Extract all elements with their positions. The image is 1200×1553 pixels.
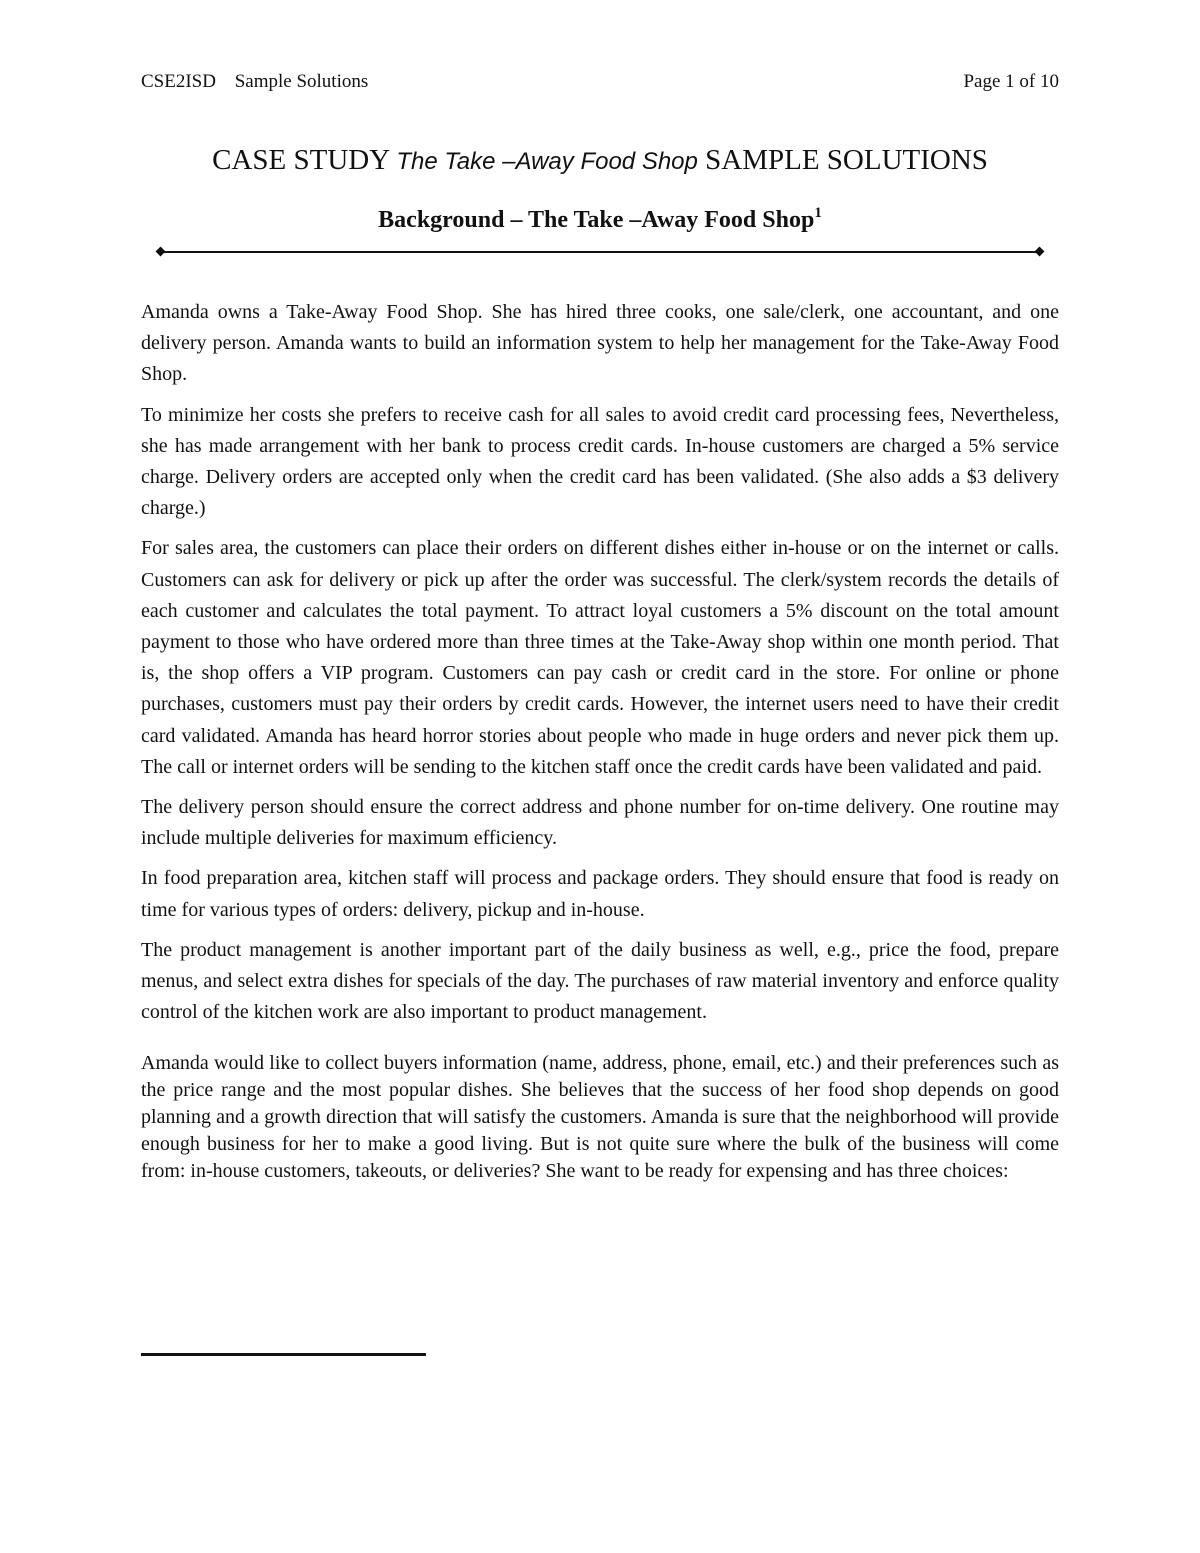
doc-label: Sample Solutions — [234, 71, 369, 92]
footnote-separator — [141, 1353, 426, 1356]
paragraph: Amanda owns a Take-Away Food Shop. She has hired three cooks, one sale/clerk, one accountant, and one delivery person. Amanda wants to build an information system to help her management for the Take-Away Food Shop. — [141, 301, 1059, 386]
footnote-reference: 1 — [814, 205, 822, 221]
document-title — [60, 142, 1140, 180]
title-prefix: CASE STUDY — [212, 144, 397, 176]
title-suffix: SAMPLE SOLUTIONS — [697, 144, 988, 176]
body-text — [141, 297, 1059, 1194]
page-header — [141, 70, 1059, 94]
heading-divider — [160, 251, 1040, 253]
paragraph: For sales area, the customers can place their orders on different dishes either in-house or on the internet or calls. Customers can ask for delivery or pick up after the order was successful. The clerk/system records the details of each customer and calculates the total payment. To attract loyal customers a 5% discount on the total amount payment to those who have ordered more than three times at the Take-Away shop within one month period. That is, the shop offers a VIP program. Customers can pay cash or credit card in the store. For online or phone purchases, customers must pay their orders by credit cards. However, the internet users need to have their credit card validated. Amanda has heard horror stories about people who made in huge orders and never pick them up. The call or internet orders will be sending to the kitchen staff once the credit cards have been validated and paid. — [141, 537, 1059, 778]
page-number: Page 1 of 10 — [963, 71, 1059, 92]
section-heading-text: Background – The Take –Away Food Shop — [378, 207, 815, 233]
paragraph: Amanda would like to collect buyers information (name, address, phone, email, etc.) and their preferences such as the price range and the most popular dishes. She believes that the success of her food shop depends on good planning and a growth direction that will satisfy the customers. Amanda is sure that the neighborhood will provide enough business for her to make a good living. But is not quite sure where the bulk of the business will come from: in-house customers, takeouts, or deliveries? She want to be ready for expensing and has three choices: — [141, 1052, 1059, 1183]
divider-diamond-right — [1035, 247, 1045, 257]
paragraph: The product management is another important part of the daily business as well, e.g., price the food, prepare menus, and select extra dishes for specials of the day. The purchases of raw material inventory and enforce quality control of the kitchen work are also important to product management. — [141, 938, 1059, 1024]
paragraph: In food preparation area, kitchen staff will process and package orders. They should ensure that food is ready on time for various types of orders: delivery, pickup and in-house. — [141, 867, 1059, 921]
title-italic: The Take –Away Food Shop — [396, 148, 698, 175]
divider-diamond-left — [156, 247, 166, 257]
paragraph: The delivery person should ensure the correct address and phone number for on-time delivery. One routine may include multiple deliveries for maximum efficiency. — [141, 796, 1059, 850]
section-heading — [60, 204, 1140, 236]
course-code: CSE2ISD — [141, 71, 216, 92]
header-left — [141, 70, 368, 94]
paragraph: To minimize her costs she prefers to receive cash for all sales to avoid credit card processing fees, Nevertheless, she has made arrangement with her bank to process credit cards. In-house customers are charged a 5% service charge. Delivery orders are accepted only when the credit card has been validated. (She also adds a $3 delivery charge.) — [141, 403, 1059, 520]
